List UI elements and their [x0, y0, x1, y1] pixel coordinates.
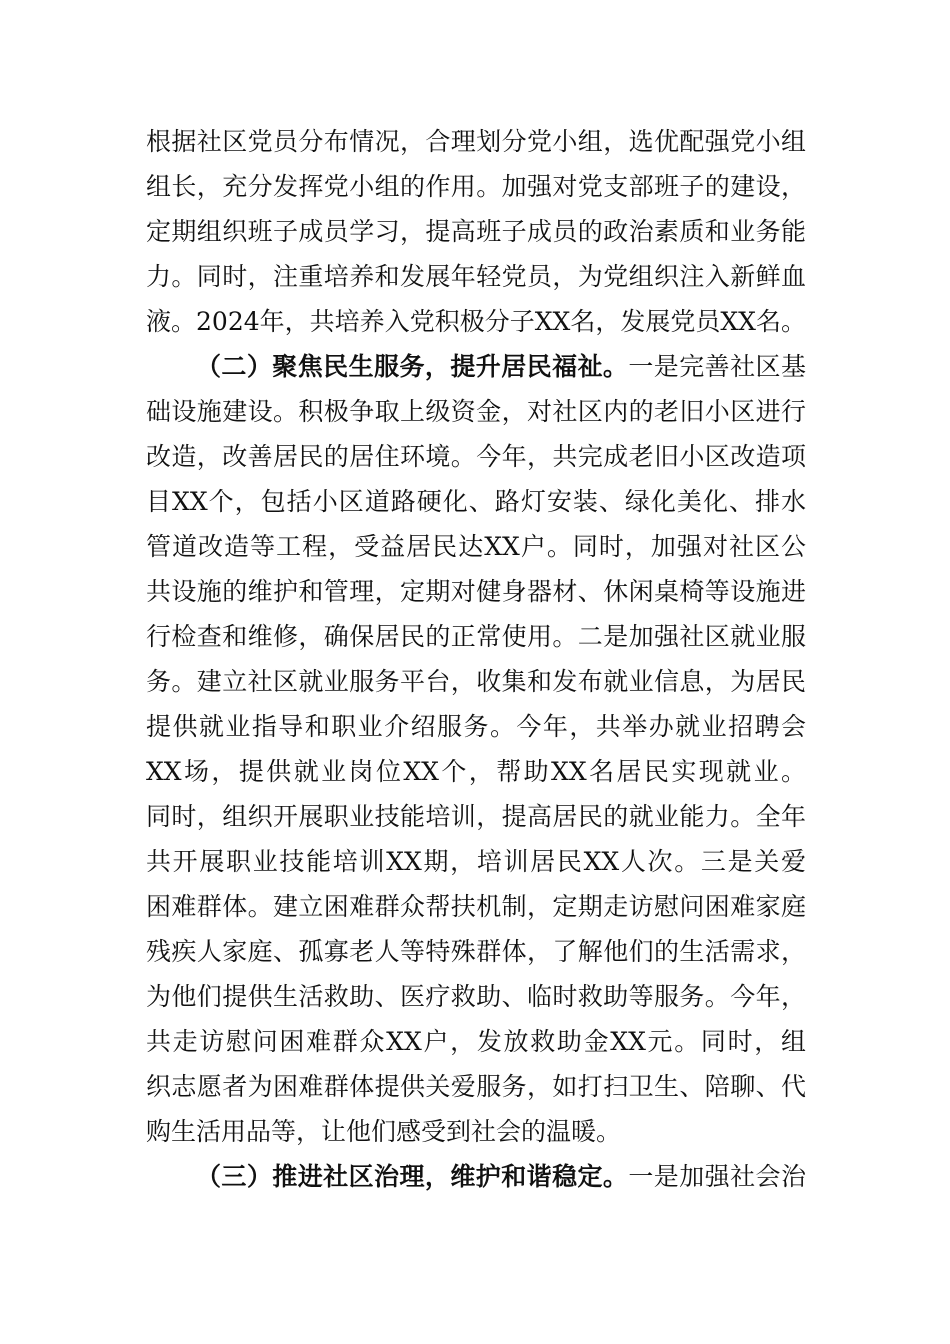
body-text-line: XX场，提供就业岗位XX个，帮助XX名居民实现就业。 — [146, 757, 806, 786]
body-text-line: 目XX个，包括小区道路硬化、路灯安装、绿化美化、排水 — [146, 487, 806, 516]
section-heading-line — [196, 1157, 806, 1197]
body-text-line: 力。同时，注重培养和发展年轻党员，为党组织注入新鲜血 — [146, 262, 806, 291]
body-text-line: 织志愿者为困难群体提供关爱服务，如打扫卫生、陪聊、代 — [146, 1072, 806, 1101]
body-text: 一是加强社会治 — [628, 1162, 806, 1191]
body-text-line: 共设施的维护和管理，定期对健身器材、休闲桌椅等设施进 — [146, 577, 806, 606]
body-text-line: 础设施建设。积极争取上级资金，对社区内的老旧小区进行 — [146, 397, 806, 426]
section-heading: （二）聚焦民生服务，提升居民福祉。 — [196, 352, 629, 381]
body-text-line: 定期组织班子成员学习，提高班子成员的政治素质和业务能 — [146, 217, 806, 246]
body-text-line: 购生活用品等，让他们感受到社会的温暖。 — [146, 1117, 622, 1146]
body-text-line: 改造，改善居民的居住环境。今年，共完成老旧小区改造项 — [146, 442, 806, 471]
body-text-line: 困难群体。建立困难群众帮扶机制，定期走访慰问困难家庭 — [146, 892, 806, 921]
body-text-line: 管道改造等工程，受益居民达XX户。同时，加强对社区公 — [146, 532, 806, 561]
body-text-line: 根据社区党员分布情况，合理划分党小组，选优配强党小组 — [146, 127, 806, 156]
body-text-line: 液。2024年，共培养入党积极分子XX名，发展党员XX名。 — [146, 307, 806, 336]
body-text-line: 提供就业指导和职业介绍服务。今年，共举办就业招聘会 — [146, 712, 806, 741]
body-text-line: 务。建立社区就业服务平台，收集和发布就业信息，为居民 — [146, 667, 806, 696]
body-text-line: 行检查和维修，确保居民的正常使用。二是加强社区就业服 — [146, 622, 806, 651]
body-text-line: 残疾人家庭、孤寡老人等特殊群体，了解他们的生活需求， — [146, 937, 806, 966]
body-text-line: 组长，充分发挥党小组的作用。加强对党支部班子的建设， — [146, 172, 806, 201]
body-text-line: 为他们提供生活救助、医疗救助、临时救助等服务。今年， — [146, 982, 806, 1011]
body-text-line: 同时，组织开展职业技能培训，提高居民的就业能力。全年 — [146, 802, 806, 831]
section-heading: （三）推进社区治理，维护和谐稳定。 — [196, 1162, 629, 1191]
body-text: 一是完善社区基 — [628, 352, 806, 381]
body-text-line: 共开展职业技能培训XX期，培训居民XX人次。三是关爱 — [146, 847, 806, 876]
section-heading-line — [196, 347, 806, 387]
body-text-line: 共走访慰问困难群众XX户，发放救助金XX元。同时，组 — [146, 1027, 806, 1056]
